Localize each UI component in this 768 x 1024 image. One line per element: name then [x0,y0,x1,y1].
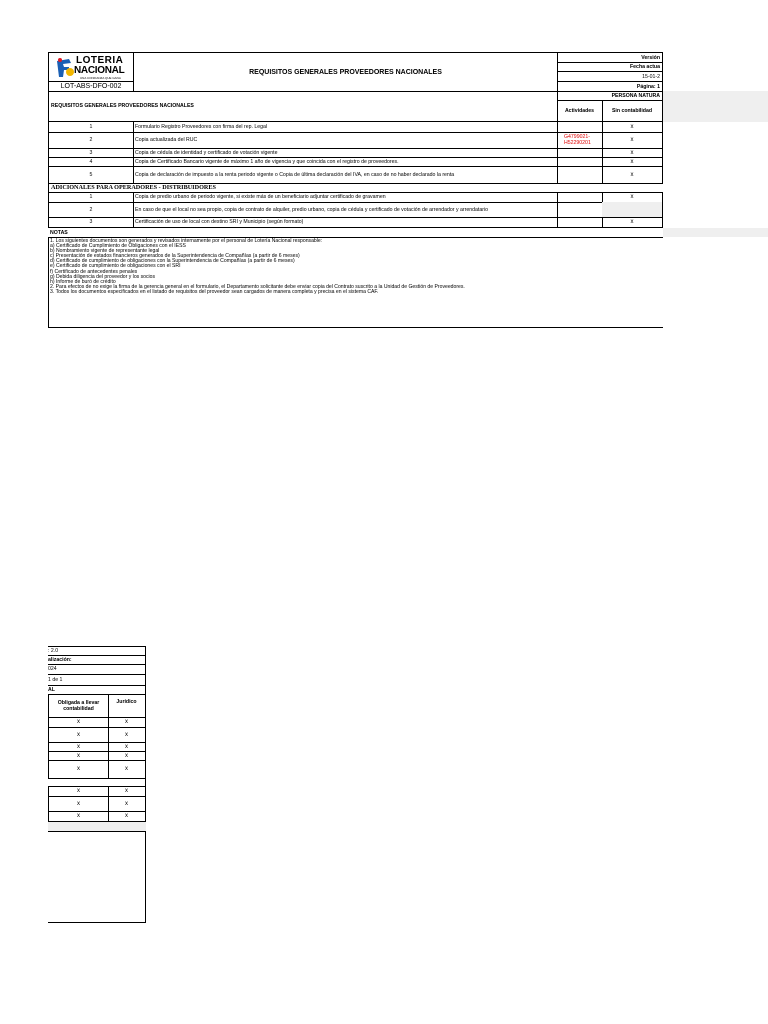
persona-natural-label: PERSONA NATURA [557,91,663,101]
row-requirement: Certificación de uso de local con destino SRI y Municipio (según formato) [133,217,558,228]
note-line: b) Nombramiento vigente de representante legal [50,248,160,255]
note-line: 3. Todos los documentos especificados en el listado de requisitos del proveedor sean cargados de manera completa y precisa en el sistema CAF. [50,288,379,295]
section1-title: REQUISITOS GENERALES PROVEEDORES NACIONALES [48,91,558,122]
page-label: Página: 1 [557,82,663,92]
version-tail: : 2.0 [48,646,146,656]
row-mark-obligada: x [48,742,109,752]
page-tail: 1 de 1 [48,674,146,686]
version-label: Versión [557,52,663,63]
notes-shade [663,228,768,237]
row-mark-juridico: x [108,751,146,761]
row-mark-juridico: x [108,717,146,728]
note-line: 1. Los siguientes documentos son generados y revisados internamente por el personal de Lotería Nacional responsable: [50,238,323,244]
col-juridico: Jurídico [108,686,146,718]
loteria-logo-icon [55,57,75,79]
row-mark-juridico: x [108,742,146,752]
row-number: 2 [48,202,134,218]
row-mark-obligada: x [48,717,109,728]
row-number: 3 [48,148,134,158]
row-requirement: Copia de predio urbano de periodo vigente, si existe más de un beneficiario adjuntar certificado de gravamen [133,192,558,203]
row-mark: x [602,132,663,149]
note-line: h) Informe de buró de crédito [50,278,116,285]
logo-line1: LOTERIA [76,55,124,66]
row-actividades [557,202,603,218]
persona-tail: AL [48,685,146,695]
row-mark-obligada: x [48,796,109,812]
row-mark-obligada: x [48,727,109,743]
note-line: c) Presentación de estados financieros generados de la Superintendencia de Compañías (a partir de 6 meses) [50,253,300,260]
row-mark: x [602,217,663,228]
note-line: g) Debida diligencia del proveedor y los socios [50,273,156,280]
row-mark: x [602,122,663,133]
section2-title: ADICIONALES PARA OPERADORES - DISTRIBUIDORES [48,183,663,193]
logo-tagline: UNA CONFIANZA QUE GANA [80,76,121,80]
row-mark-juridico: x [108,727,146,743]
row-mark: x [602,192,663,203]
row-requirement: Formulario Registro Proveedores con firma del rep. Legal [133,122,558,133]
note-line: f) Certificado de antecedentes penales [50,268,138,275]
row-number: 4 [48,157,134,167]
row-mark-obligada: x [48,786,109,797]
row-requirement: Copia de cédula de identidad y certificado de votación vigente [133,148,558,158]
row-actividades: G4799021- H52290201 [557,132,603,149]
row-mark-obligada: x [48,811,109,822]
row-mark [602,202,663,218]
row-number: 1 [48,192,134,203]
row-number: 3 [48,217,134,228]
notes-title-tail [48,822,146,831]
note-line: d) Certificado de cumplimiento de obligaciones con la Superintendencia de Compañías (a partir de 6 meses) [50,258,295,265]
row-mark: x [602,148,663,158]
col-actividades: Actividades [557,101,603,122]
notes-title: NOTAS [50,229,68,236]
col-obligada: Obligada a llevar contabilidad [48,694,109,718]
row-requirement: En caso de que el local no sea propio, copia de contrato de alquiler, predio urbano, copia de cédula y certificado de votación de arrendador y arrendatario [133,202,558,218]
row-mark-juridico: x [108,786,146,797]
row-number: 5 [48,166,134,184]
row-mark-juridico: x [108,760,146,779]
page-title: REQUISITOS GENERALES PROVEEDORES NACIONALES [133,52,558,92]
note-line: e) Certificado de cumplimiento de obligaciones con el SRI [50,263,181,270]
row-mark: x [602,166,663,184]
row-number: 2 [48,132,134,149]
date-value: 15-01-2 [557,72,663,82]
note-line: a) Certificado de Cumplimiento de Obligaciones con el IESS [50,243,186,250]
row-mark: x [602,157,663,167]
row-actividades [557,166,603,184]
row-mark-obligada: x [48,760,109,779]
notes-body [48,237,663,328]
row-mark-obligada: x [48,751,109,761]
row-number: 1 [48,122,134,133]
col-sin-contabilidad: Sin contabilidad [602,101,663,122]
row-requirement: Copia actualizada del RUC [133,132,558,149]
logo-line2: NACIONAL [74,65,125,76]
row-mark-juridico: x [108,811,146,822]
note-line: 2. Para efectos de no exige la firma de la gerencia general en el formulario, el Departamento solicitante debe enviar copia del Contrato suscrito a la Unidad de Gestión de Proveedores. [50,283,465,290]
row-mark-juridico: x [108,796,146,812]
doc-code: LOT-ABS-DFO-002 [48,81,134,92]
date-label: Fecha actua [557,62,663,72]
date-tail: 024 [48,664,146,675]
row-actividades [557,217,603,228]
header-shade [663,91,768,122]
row-requirement: Copia de Certificado Bancario vigente de máximo 1 año de vigencia y que coincida con el registro de proveedores. [133,157,558,167]
row-requirement: Copia de declaración de impuesto a la renta periodo vigente o Copia de última declaración del IVA, en caso de no haber declarado la renta [133,166,558,184]
header-logo-cell [48,52,134,82]
notes-body-tail [48,831,146,923]
date-label-tail: alización: [48,655,146,665]
